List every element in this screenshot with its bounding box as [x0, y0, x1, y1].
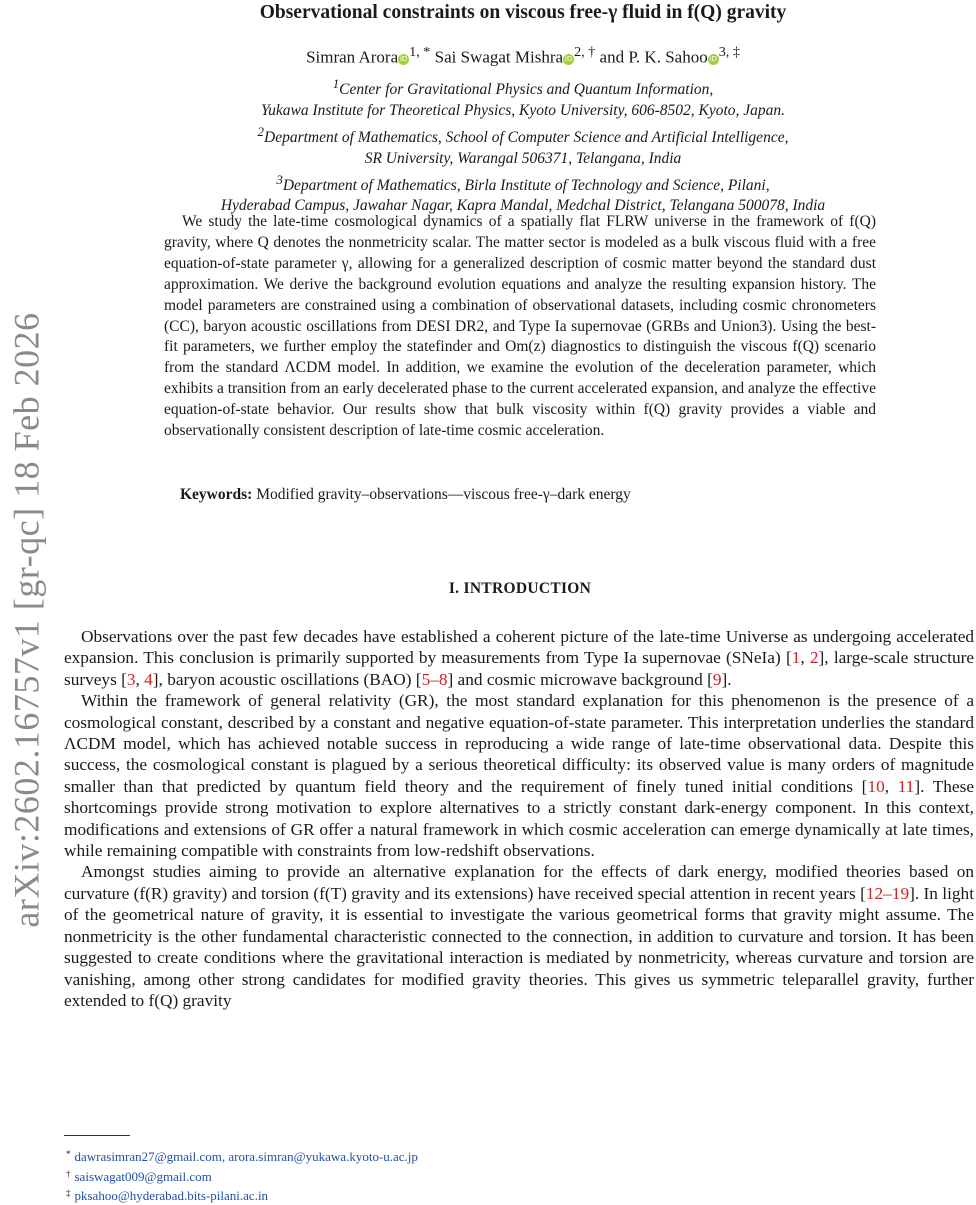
footnotes [64, 1146, 764, 1205]
author-marker: 3, ‡ [718, 44, 740, 60]
paragraph: Observations over the past few decades have established a coherent picture of the late-time Universe as undergoing accelerated expansion. This conclusion is primarily supported by measurements from Type Ia supernovae (SNeIa) [1, 2], large-scale structure surveys [3, 4], baryon acoustic oscillations (BAO) [5–8] and cosmic microwave background [9]. [64, 627, 975, 689]
section-heading: I. INTRODUCTION [448, 580, 592, 597]
orcid-icon[interactable]: iD [709, 54, 717, 63]
footnote: ‡ pksahoo@hyderabad.bits-pilani.ac.in [66, 1188, 269, 1203]
citation-link[interactable]: 9 [712, 669, 722, 689]
footnote: * dawrasimran27@gmail.com, arora.simran@yukawa.kyoto-u.ac.jp [66, 1149, 418, 1164]
footnote-divider [64, 1135, 130, 1136]
arxiv-stamp [4, 300, 50, 940]
keywords-label: Keywords: [180, 486, 253, 503]
citation-link[interactable]: 10 [867, 776, 885, 796]
citation-link[interactable]: 1 [791, 648, 801, 668]
keywords-text: Modified gravity–observations—viscous free-γ–dark energy [256, 486, 631, 503]
author-name: Sai Swagat Mishra [434, 47, 564, 67]
affiliation-line: Yukawa Institute for Theoretical Physics, Kyoto University, 606-8502, Kyoto, Japan. [260, 101, 786, 119]
author-conjunction: and [599, 47, 625, 67]
paper-title: Observational constraints on viscous free-γ fluid in f(Q) gravity [259, 2, 787, 23]
arxiv-id: arXiv:2602.16757v1 [gr-qc] 18 Feb 2026 [7, 312, 47, 928]
keywords [180, 486, 631, 504]
author-name: P. K. Sahoo [628, 47, 708, 67]
email-link[interactable]: saiswagat009@gmail.com [74, 1168, 212, 1184]
orcid-icon[interactable]: iD [399, 54, 408, 63]
author-marker: 2, † [574, 44, 596, 60]
orcid-icon[interactable]: iD [564, 54, 573, 63]
citation-link[interactable]: 12–19 [865, 883, 910, 903]
affiliations [100, 74, 946, 217]
affiliation-line: $^3$Department of Mathematics, Birla Institute of Technology and Science, Pilani, [276, 171, 770, 194]
abstract: We study the late-time cosmological dynamics of a spatially flat FLRW universe in the framework of f(Q) gravity, where Q denotes the nonmetricity scalar. The matter sector is modeled as a bulk viscous fluid with a free equation-of-state parameter γ, allowing for a generalized description of cosmic matter beyond the standard dust approximation. We derive the background evolution equations and analyze the resulting expansion history. The model parameters are constrained using a combination of observational datasets, including cosmic chronometers (CC), baryon acoustic oscillations from DESI DR2, and Type Ia supernovae (GRBs and Union3). Using the best-fit parameters, we further employ the statefinder and Om(z) diagnostics to distinguish the viscous f(Q) scenario from the standard ΛCDM model. In addition, we examine the evolution of the deceleration parameter, which exhibits a transition from an early decelerated phase to the current accelerated expansion, and analyze the effective equation-of-state behavior. Our results show that bulk viscosity within f(Q) gravity provides a viable and observationally consistent description of late-time cosmic acceleration. [164, 213, 876, 440]
footnote: † saiswagat009@gmail.com [66, 1168, 212, 1184]
introduction-body [64, 626, 974, 1011]
affiliation-line: Hyderabad Campus, Jawahar Nagar, Kapra Mandal, Medchal District, Telangana 500078, India [220, 197, 826, 215]
affiliation-line: $^2$Department of Mathematics, School of Computer Science and Artificial Intelligence, [257, 123, 789, 146]
paragraph: Amongst studies aiming to provide an alternative explanation for the effects of dark energy, modified theories based on curvature (f(R) gravity) and torsion (f(T) gravity and its extensions) have received special attention in recent years [12–19]. In light of the geometrical nature of gravity, it is essential to investigate the various geometrical forms that gravity might assume. The nonmetricity is the other fundamental characteristic connected to the connection, in addition to curvature and torsion. It has been suggested to create conditions where the gravitational interaction is mediated by nonmetricity, whereas curvature and torsion are vanishing, among other strong candidates for modified gravity theories. This gives us symmetric teleparallel gravity, further extended to f(Q) gravity [64, 862, 974, 1010]
affiliation-line: SR University, Warangal 506371, Telangana, India [364, 149, 682, 167]
email-link[interactable]: dawrasimran27@gmail.com, arora.simran@yukawa.kyoto-u.ac.jp [74, 1149, 418, 1164]
citation-link[interactable]: 11 [897, 776, 915, 796]
author-list [100, 44, 946, 68]
citation-link[interactable]: 2 [809, 648, 819, 668]
email-link[interactable]: pksahoo@hyderabad.bits-pilani.ac.in [74, 1188, 269, 1203]
citation-link[interactable]: 3 [126, 669, 136, 689]
affiliation-line: $^1$Center for Gravitational Physics and Quantum Information, [332, 76, 714, 99]
author-name: Simran Arora [306, 47, 399, 67]
citation-link[interactable]: 5–8 [421, 669, 448, 689]
citation-link[interactable]: 4 [144, 669, 153, 689]
paragraph: Within the framework of general relativity (GR), the most standard explanation for this phenomenon is the presence of a cosmological constant, described by a constant and negative equation-of-state parameter. This interpretation underlies the standard ΛCDM model, which has achieved notable success in reproducing a wide range of late-time observational data. Despite this success, the cosmological constant is plagued by a serious theoretical difficulty: its observed value is many orders of magnitude smaller than that predicted by quantum field theory and the requirement of finely tuned initial conditions [10, 11]. These shortcomings provide strong motivation to explore alternatives to a strictly constant dark-energy component. In this context, modifications and extensions of GR offer a natural framework in which cosmic acceleration can emerge dynamically at late times, while remaining compatible with constraints from low-redshift observations. [64, 691, 974, 861]
author-marker: 1, * [409, 44, 431, 60]
